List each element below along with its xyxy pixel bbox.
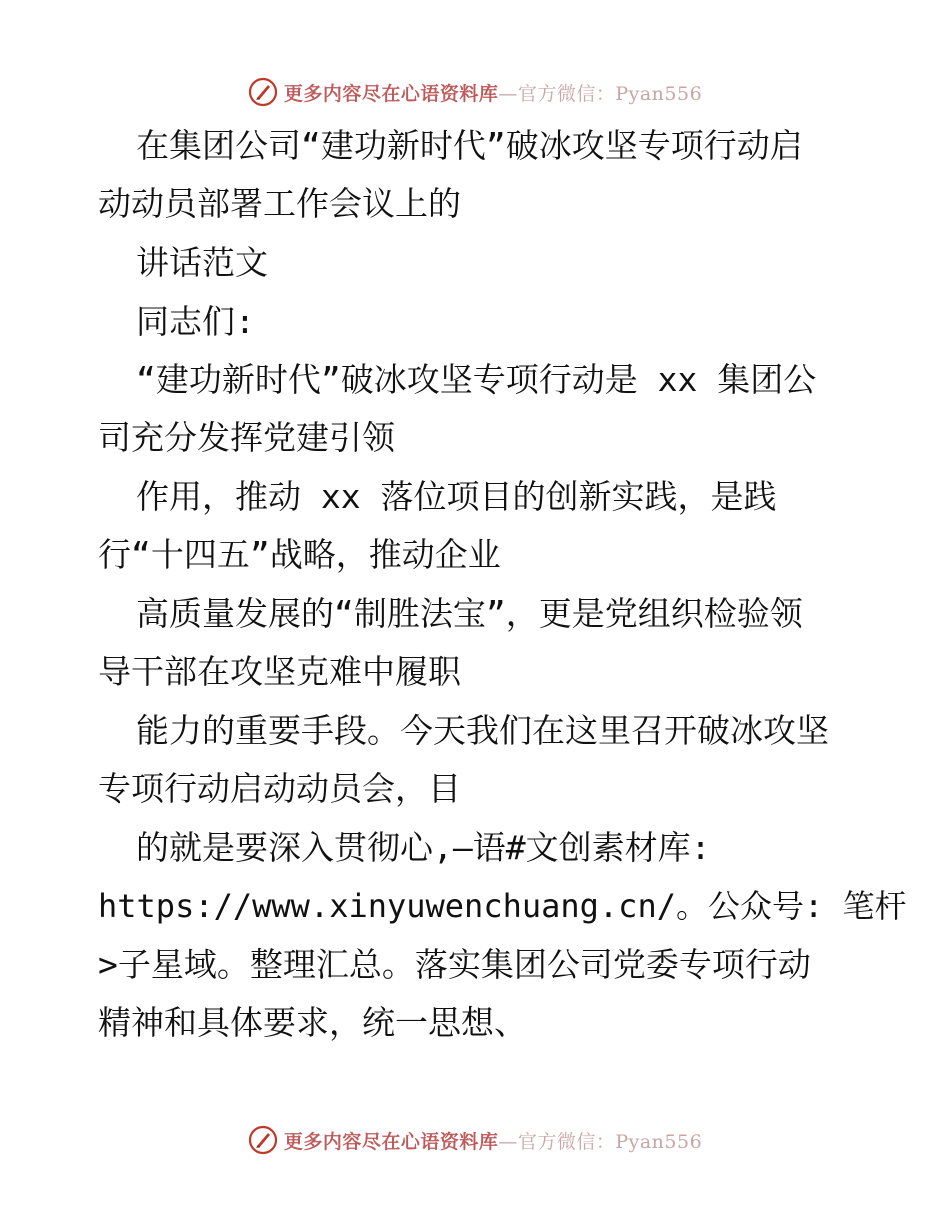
paragraph-line: 高质量发展的“制胜法宝”，更是党组织检验领 xyxy=(136,594,803,633)
watermark-text: 更多内容尽在心语资料库—官方微信：Pyan556 xyxy=(283,1130,703,1153)
watermark-text: 更多内容尽在心语资料库—官方微信：Pyan556 xyxy=(283,82,703,105)
footer-watermark xyxy=(0,1120,950,1160)
paragraph-line: 的就是要深入贯彻心,—语#文创素材库: xyxy=(136,828,711,867)
title-line-1: 在集团公司“建功新时代”破冰攻坚专项行动启 xyxy=(136,126,803,165)
paragraph-line: >子星域。整理汇总。落实集团公司党委专项行动 xyxy=(98,945,811,984)
title-line-2: 动动员部署工作会议上的 xyxy=(98,184,461,223)
title-line-3: 讲话范文 xyxy=(136,243,268,282)
paragraph-line: 行“十四五”战略，推动企业 xyxy=(98,535,501,574)
paragraph-line: 能力的重要手段。今天我们在这里召开破冰攻坚 xyxy=(136,711,829,750)
paragraph-line: 作用，推动 xx 落位项目的创新实践，是践 xyxy=(136,477,777,516)
paragraph-line: 专项行动启动动员会，目 xyxy=(98,769,461,808)
paragraph-line: 导干部在攻坚克难中履职 xyxy=(98,652,461,691)
paragraph-line: 司充分发挥党建引领 xyxy=(98,418,395,457)
paragraph-line: https://www.xinyuwenchuang.cn/。公众号: 笔杆 xyxy=(98,887,907,925)
paragraph-line: “建功新时代”破冰攻坚专项行动是 xx 集团公 xyxy=(136,360,817,399)
paragraph-line: 精神和具体要求，统一思想、 xyxy=(98,1003,527,1042)
salutation: 同志们: xyxy=(136,302,255,341)
quill-seal-icon xyxy=(248,1125,278,1155)
